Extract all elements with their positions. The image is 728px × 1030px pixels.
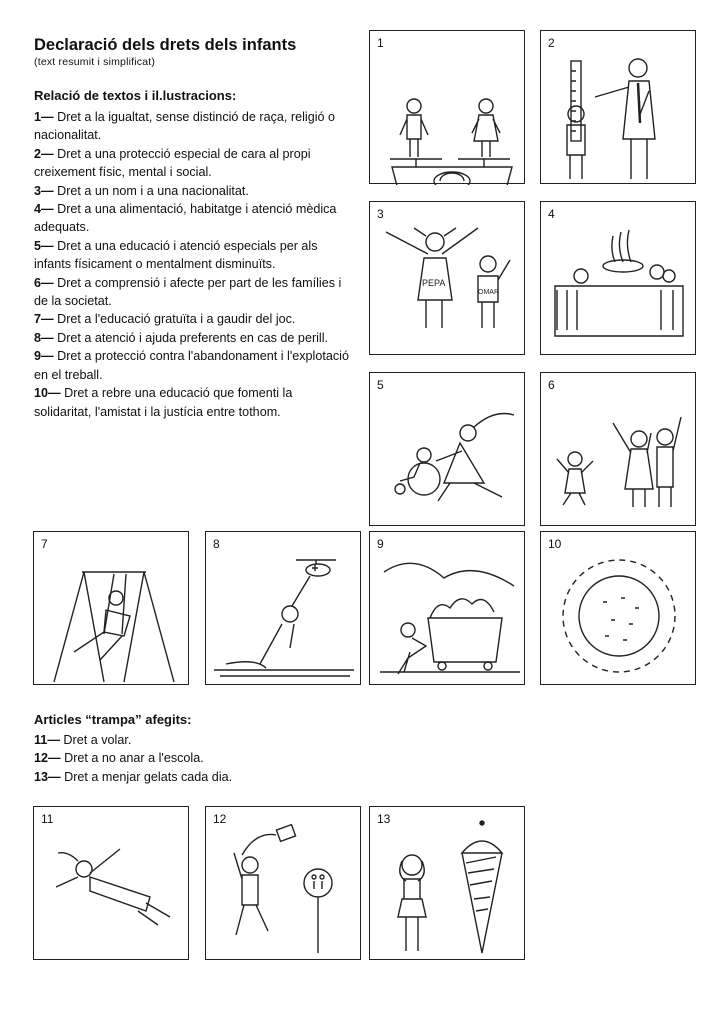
list-item: 8— Dret a atenció i ajuda preferents en cas de perill. (34, 330, 329, 345)
food-drawing (541, 202, 697, 356)
svg-text:OMAR: OMAR (478, 289, 499, 296)
illustration-13-ice-cream: 13 (369, 806, 525, 960)
list-item: 6— Dret a comprensió i afecte per part de les famílies i de la societat. (34, 275, 342, 309)
no-school-drawing (206, 807, 362, 961)
list-item: 5— Dret a una educació i atenció especials per als infants físicament o mentalment disminuïts. (34, 238, 318, 272)
labor-drawing (370, 532, 526, 686)
swing-drawing (34, 532, 190, 686)
illustration-6-family: 6 (540, 372, 696, 526)
illustration-8-rescue: 8 (205, 531, 361, 685)
list-item: 3— Dret a un nom i a una nacionalitat. (34, 183, 249, 198)
list-item: 11— Dret a volar. (34, 733, 132, 747)
illustration-11-flying: 11 (33, 806, 189, 960)
names-drawing (370, 202, 526, 356)
page-title: Declaració dels drets dels infants (34, 36, 297, 54)
illustration-10-world: 10 (540, 531, 696, 685)
list-item: 9— Dret a protecció contra l'abandonament i l'explotació en el treball. (34, 349, 349, 382)
list-item: 10— Dret a rebre una educació que fomenti la solidaritat, l'amistat i la justícia entre tothom. (34, 386, 293, 419)
illustration-3-names: 3 PEPA OMAR (369, 201, 525, 355)
world-drawing (541, 532, 697, 686)
illustration-1-equality-scale: 1 (369, 30, 525, 184)
illustration-2-measuring: 2 (540, 30, 696, 184)
family-drawing (541, 373, 697, 527)
illustration-4-food: 4 (540, 201, 696, 355)
rescue-drawing (206, 532, 362, 686)
flying-drawing (34, 807, 190, 961)
trap-list (34, 731, 350, 786)
list-item: 2— Dret a una protecció especial de cara al propi creixement físic, mental i social. (34, 146, 311, 180)
svg-text:PEPA: PEPA (422, 278, 446, 288)
rights-list (34, 108, 350, 421)
wheelchair-drawing (370, 373, 526, 527)
section-heading-trampa: Articles “trampa” afegits: (34, 712, 192, 727)
list-item: 1— Dret a la igualtat, sense distinció de raça, religió o nacionalitat. (34, 110, 336, 143)
list-item: 12— Dret a no anar a l'escola. (34, 751, 204, 766)
list-item: 4— Dret a una alimentació, habitatge i atenció mèdica adequats. (34, 202, 337, 235)
scale-drawing (370, 31, 526, 185)
page-subtitle: (text resumit i simplificat) (34, 56, 156, 68)
illustration-12-no-school: 12 (205, 806, 361, 960)
list-item: 7— Dret a l'educació gratuïta i a gaudir del joc. (34, 312, 296, 327)
illustration-9-labor: 9 (369, 531, 525, 685)
illustration-7-swing: 7 (33, 531, 189, 685)
list-item: 13— Dret a menjar gelats cada dia. (34, 769, 233, 784)
section-heading-relacio: Relació de textos i il.lustracions: (34, 88, 237, 103)
measuring-drawing (541, 31, 697, 185)
ice-cream-drawing (370, 807, 526, 961)
illustration-5-wheelchair: 5 (369, 372, 525, 526)
